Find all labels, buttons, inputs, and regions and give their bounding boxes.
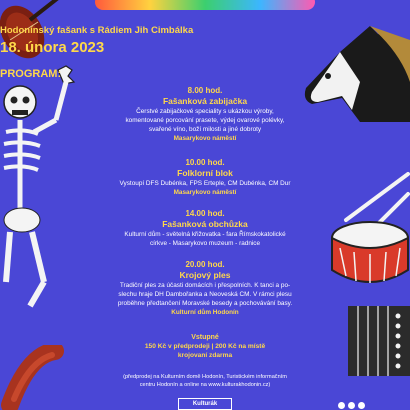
social-icons (338, 402, 378, 410)
block-time: 10.00 hod. (185, 158, 225, 167)
event-date: 18. února 2023 (0, 39, 105, 56)
block-name: Fašanková zabijačka (162, 96, 248, 106)
program-heading: PROGRAM: (0, 68, 62, 80)
block-desc-line: Kulturní dům - světelná křižovatka - fara Římskokatolické (124, 231, 286, 238)
block-name: Fašanková obchůzka (162, 219, 248, 229)
entry-title: Vstupné (191, 334, 219, 341)
program-block-zabijacka (60, 86, 350, 143)
block-desc-line: proběhne předtančení Moravské besedy a pochovávání basy. (117, 300, 293, 307)
instagram-icon[interactable] (338, 402, 345, 409)
block-desc-line: Čerstvé zabijačkové speciality s ukázkou výroby, (136, 108, 274, 115)
program-block-ples (60, 260, 350, 317)
facebook-icon[interactable] (348, 402, 355, 409)
accordion-illustration (340, 300, 410, 380)
block-desc-line: slechu hraje DH Dambořanka a Neoveská CM. V rámci plesu (118, 291, 292, 298)
program-block-obchuzka (60, 209, 350, 248)
block-desc-line: svařené víno, boží milosti a jiné dobroty (148, 126, 262, 133)
block-desc-line: komentované porcování prasete, výdej ovarové polévky, (125, 117, 285, 124)
block-desc-line: Vystoupí DFS Dubénka, FPS Erteple, CM Dubénka, CM Dur (119, 180, 291, 187)
event-subtitle: Hodonínský fašank s Rádiem Jih Cimbálka (0, 25, 194, 36)
block-place: Kulturní dům Hodonín (171, 309, 239, 316)
block-desc-line: Tradiční ples za účasti domácích i přespolních. K tanci a po- (119, 282, 291, 289)
presale-note-line: centru Hodonín a online na www.kulturakhodonin.cz) (139, 382, 271, 388)
presale-note-line: (předprodej na Kulturním domě Hodonín, Turistickém informačním (123, 374, 287, 380)
block-place: Masarykovo náměstí (173, 135, 237, 142)
program-block-folklor (60, 158, 350, 197)
block-place: Masarykovo náměstí (173, 189, 237, 196)
web-icon[interactable] (358, 402, 365, 409)
block-name: Krojový ples (179, 270, 231, 280)
block-time: 8.00 hod. (187, 86, 223, 95)
colorful-title-strip (95, 0, 315, 10)
block-desc-line: církve - Masarykovo muzeum - radnice (149, 240, 261, 247)
block-time: 14.00 hod. (185, 209, 225, 218)
block-time: 20.00 hod. (185, 260, 225, 269)
entry-prices: 150 Kč v předprodeji | 200 Kč na místě (144, 343, 266, 350)
entry-costume: krojovaní zdarma (177, 352, 233, 359)
presale-note (60, 373, 350, 389)
kulturak-logo: Kulturák (178, 398, 232, 410)
entry-fee-section (60, 333, 350, 360)
block-name: Folklorní blok (177, 168, 233, 178)
